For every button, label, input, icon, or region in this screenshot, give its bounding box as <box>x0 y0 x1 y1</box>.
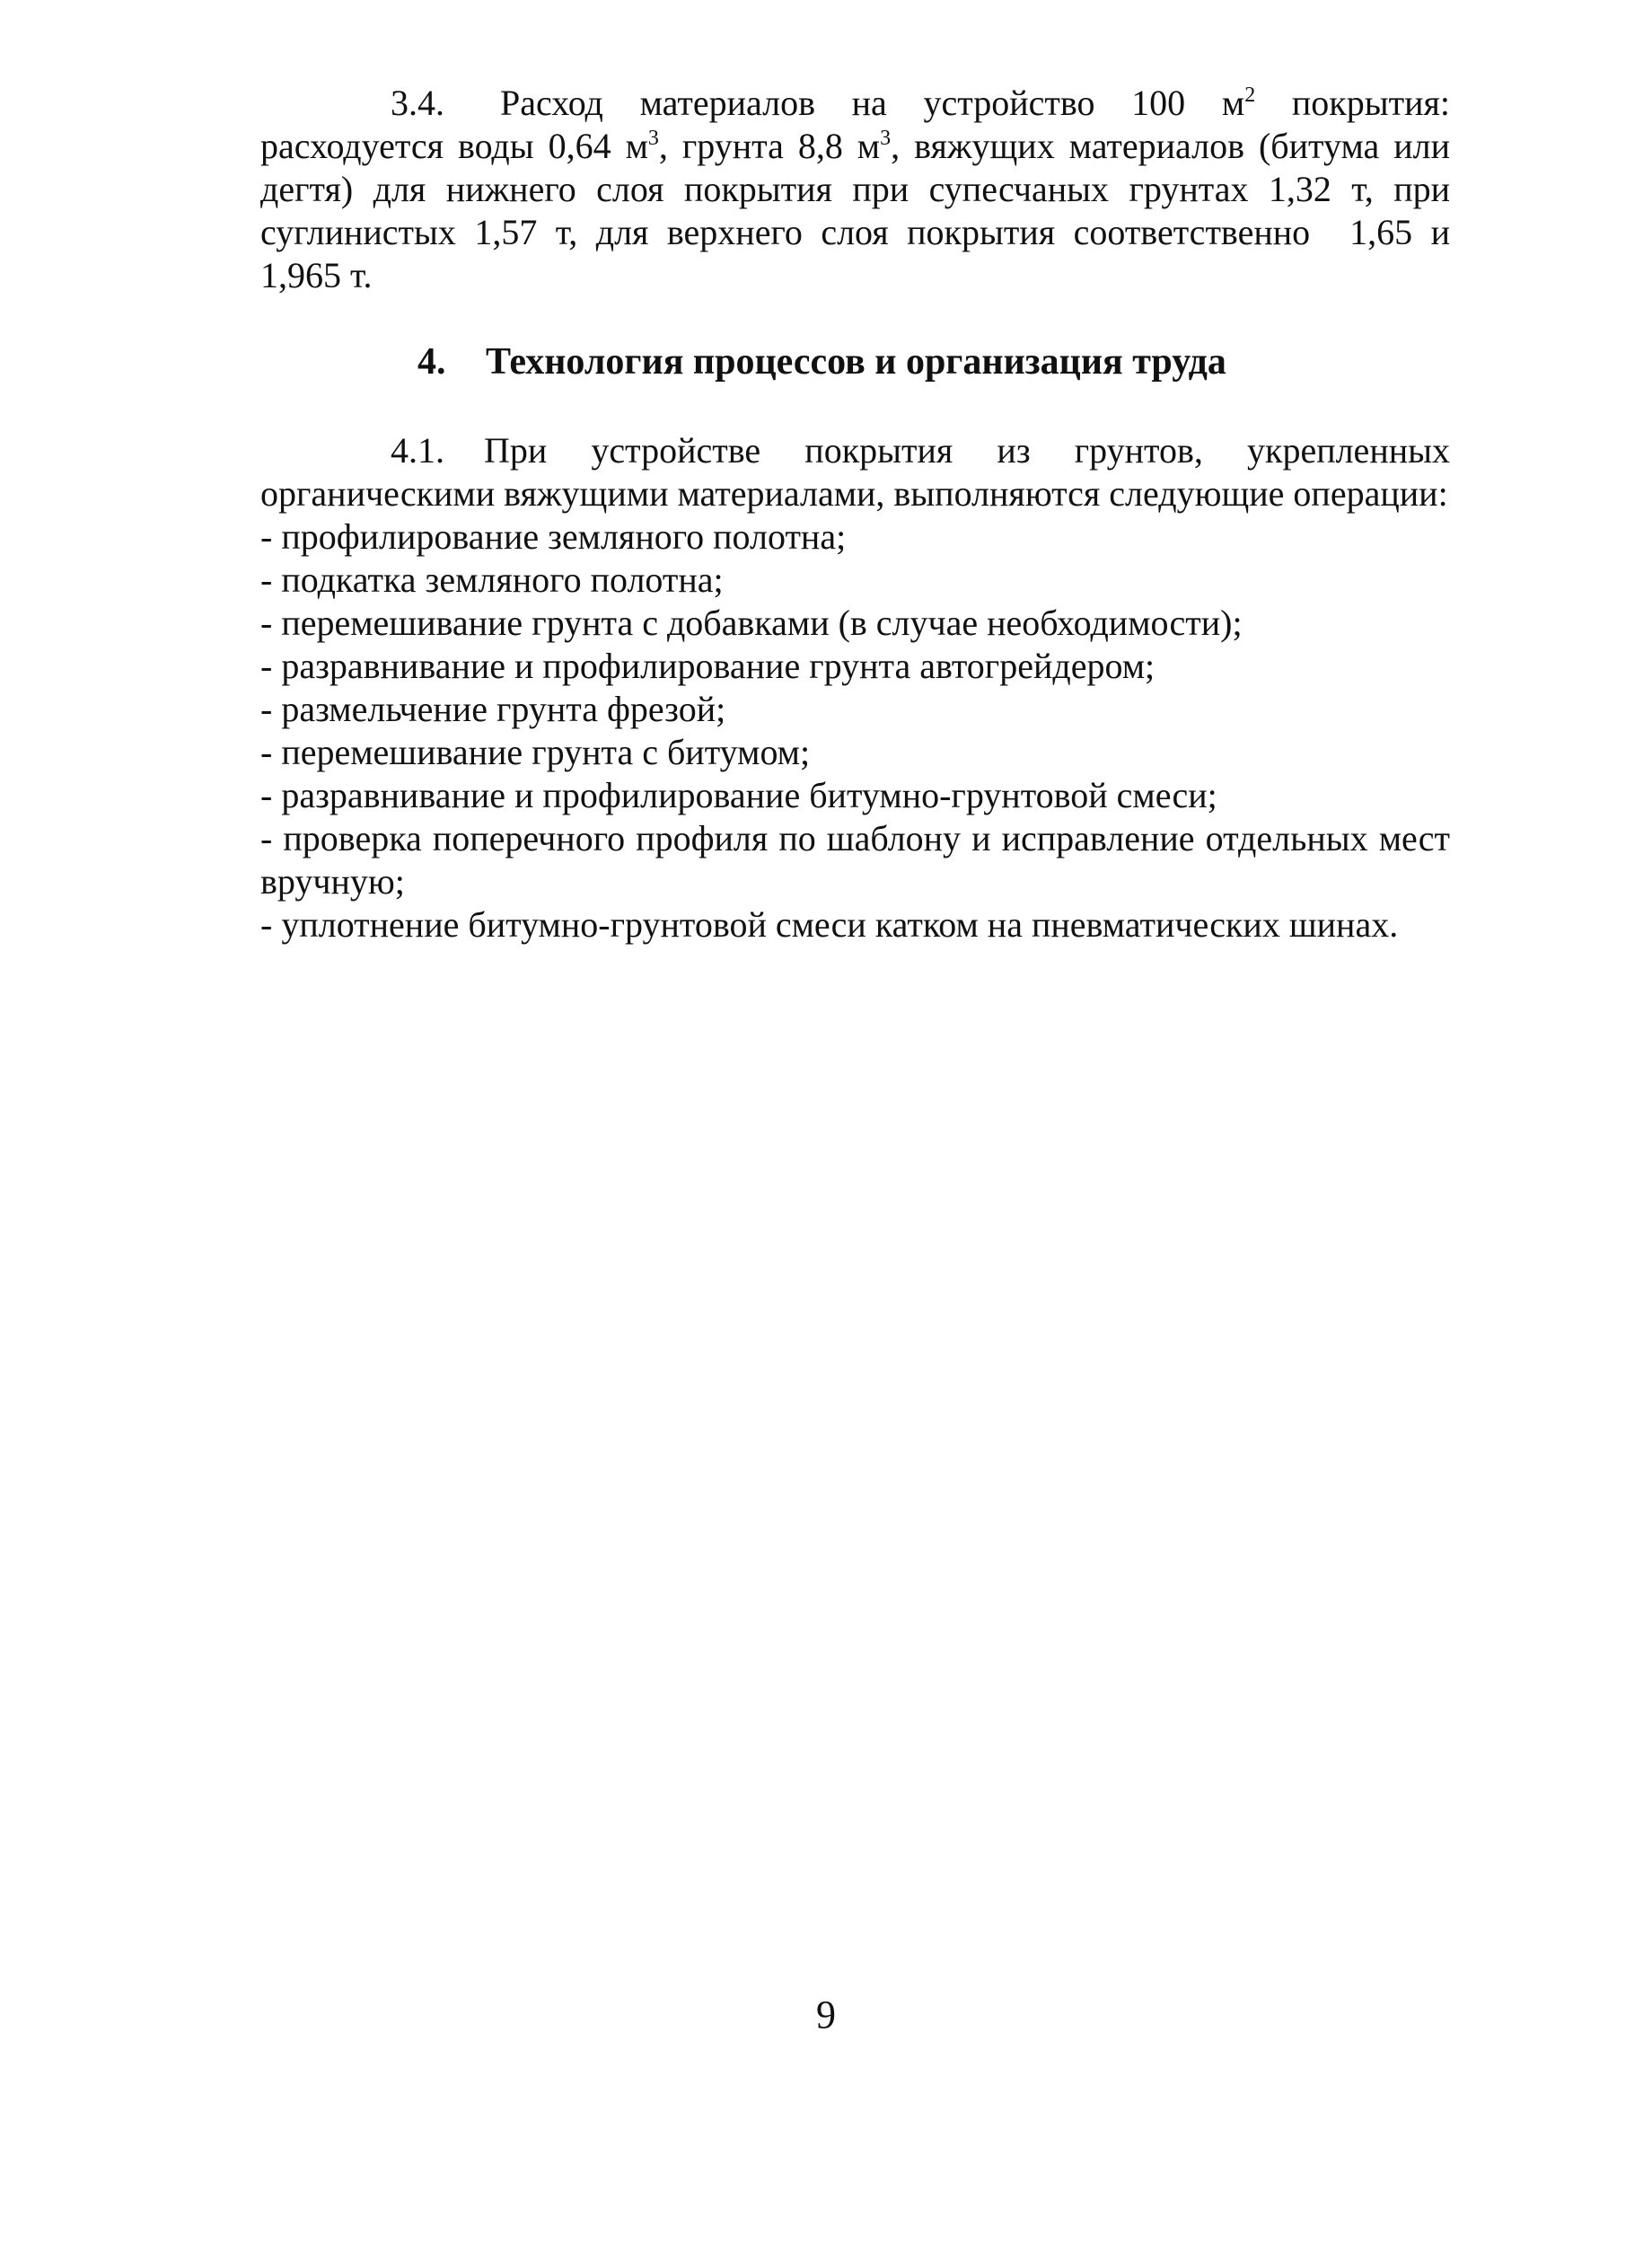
list-item: - разравнивание и профилирование грунта автогрейдером; <box>260 646 1156 686</box>
list-item: - разравнивание и профилирование битумно-грунтовой смеси; <box>260 775 1217 815</box>
superscript-2: 2 <box>1244 84 1256 107</box>
paragraph-4-1-intro-text: При устройстве покрытия из грунтов, укрепленных органическими вяжущими материалами, выполняются следующие операции: <box>260 430 1450 514</box>
paragraph-3-4-number: 3.4. <box>391 83 444 123</box>
list-item: - подкатка земляного полотна; <box>260 559 724 600</box>
paragraph-4-1-intro <box>260 429 1450 515</box>
superscript-3-soil: 3 <box>880 127 892 150</box>
section-heading-number: 4. <box>417 341 446 383</box>
list-item: - уплотнение битумно-грунтовой смеси катком на пневматических шинах. <box>260 904 1399 945</box>
list-item: - перемешивание грунта с битумом; <box>260 732 811 772</box>
paragraph-3-4-part-d: , вяжущих материалов (битума или дегтя) для нижнего слоя покрытия при супесчаных грунтах 1,32 т, при суглинистых 1,57 т, для верхнего слоя покрытия соответственно <box>260 126 1450 252</box>
superscript-3-water: 3 <box>647 127 659 150</box>
page-number: 9 <box>816 1993 836 2037</box>
section-heading-title: Технология процессов и организация труда <box>486 341 1226 383</box>
paragraph-3-4-part-c: , грунта 8,8 м <box>658 126 881 166</box>
paragraph-3-4 <box>260 82 1450 297</box>
paragraph-3-4-text <box>260 82 1450 297</box>
paragraph-4-1 <box>260 429 1450 946</box>
paragraph-3-4-part-e: 1,65 и 1,965 т. <box>260 212 1451 295</box>
paragraph-4-1-number: 4.1. <box>391 430 444 471</box>
list-item: - проверка поперечного профиля по шаблону и исправление отдельных мест вручную; <box>260 818 1450 902</box>
list-item: - перемешивание грунта с добавками (в случае необходимости); <box>260 603 1243 643</box>
list-item: - размельчение грунта фрезой; <box>260 689 726 729</box>
list-item: - профилирование земляного полотна; <box>260 516 847 557</box>
operations-list <box>260 515 1450 946</box>
paragraph-3-4-part-a: Расход материалов на устройство 100 м <box>500 83 1245 123</box>
section-heading <box>417 339 1226 384</box>
paragraph-3-4-part-b: покрытия: расходуется воды 0,64 м <box>260 83 1450 166</box>
